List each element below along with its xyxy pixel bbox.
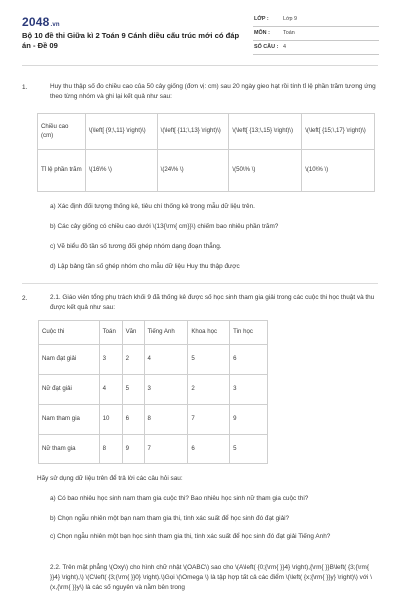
- sub-question: d) Lập bảng tần số ghép nhóm cho mẫu dữ liệu Huy thu thập được: [50, 263, 240, 270]
- table-cell: Nữ tham gia: [39, 435, 100, 464]
- table-row: [39, 375, 268, 405]
- table-row: [39, 345, 268, 375]
- table-cell: 2: [188, 375, 230, 405]
- site-logo[interactable]: [22, 15, 60, 29]
- table-cell: 5: [188, 345, 230, 375]
- table-cell: Chiều cao (cm): [38, 114, 86, 150]
- question-number: 2.: [22, 295, 28, 302]
- sub-question: b) Chọn ngẫu nhiên một bạn nam tham gia thi, tính xác suất để học sinh đó đạt giải?: [50, 515, 290, 522]
- meta-row-class: [253, 13, 379, 27]
- table-header-row: [39, 321, 268, 345]
- table-cell: 6: [188, 435, 230, 464]
- table-cell: 3: [230, 375, 268, 405]
- meta-value: 4: [283, 44, 286, 50]
- table-cell: 3: [144, 375, 188, 405]
- table-cell: 4: [144, 345, 188, 375]
- document-header: [0, 0, 400, 62]
- table-header-cell: Tin học: [230, 321, 268, 345]
- table-cell: 9: [122, 435, 144, 464]
- meta-row-subject: [253, 27, 379, 41]
- question-divider: [22, 283, 378, 284]
- meta-label: LỚP :: [254, 16, 269, 22]
- table-header-cell: Khoa học: [188, 321, 230, 345]
- meta-box: [253, 13, 379, 55]
- table-row: [39, 435, 268, 464]
- table-header-cell: Tiếng Anh: [144, 321, 188, 345]
- sub-question: a) Có bao nhiêu học sinh nam tham gia cuộc thi? Bao nhiêu học sinh nữ tham gia cuộc thi?: [50, 495, 309, 502]
- meta-value: Toán: [283, 30, 295, 36]
- header-divider: [22, 65, 378, 66]
- table-cell: \(16\% \): [85, 150, 157, 192]
- document-title: Bộ 10 đề thi Giữa kì 2 Toán 9 Cánh diều cấu trúc mới có đáp án - Đề 09: [22, 31, 240, 50]
- logo-suffix: .vn: [50, 22, 60, 28]
- table-cell: 7: [144, 435, 188, 464]
- question-intro: 2.1. Giáo viên tổng phụ trách khối 9 đã thống kê được số học sinh tham gia giải trong các cuộc thi học thuật và thu được kết quả như sau:: [50, 294, 375, 311]
- contest-results-table: [38, 320, 268, 464]
- height-percentage-table: [37, 113, 375, 192]
- table-row: [38, 150, 375, 192]
- table-cell: \(\left[ {15;\,17} \right)\): [302, 114, 375, 150]
- table-cell: Tỉ lệ phần trăm: [38, 150, 86, 192]
- table-cell: 9: [230, 405, 268, 435]
- table-row: [38, 114, 375, 150]
- question-number: 1.: [22, 84, 28, 91]
- table-header-cell: Toán: [99, 321, 122, 345]
- table-cell: 6: [122, 405, 144, 435]
- table-cell: \(\left[ {11;\,13} \right)\): [157, 114, 229, 150]
- table-cell: 6: [230, 345, 268, 375]
- table-cell: 8: [99, 435, 122, 464]
- sub-question: b) Các cây giống có chiều cao dưới \(13{\rm{ cm}}\) chiếm bao nhiêu phần trăm?: [50, 223, 279, 230]
- table-cell: 4: [99, 375, 122, 405]
- table-cell: 8: [144, 405, 188, 435]
- question-prompt: Hãy sử dụng dữ liệu trên để trả lời các câu hỏi sau:: [37, 475, 183, 482]
- table-cell: 5: [230, 435, 268, 464]
- table-cell: \(\left[ {9;\,11} \right)\): [85, 114, 157, 150]
- logo-text: 2048: [22, 15, 50, 29]
- table-cell: Nam tham gia: [39, 405, 100, 435]
- table-cell: \(24\% \): [157, 150, 229, 192]
- meta-label: MÔN :: [254, 30, 270, 36]
- table-header-cell: Văn: [122, 321, 144, 345]
- table-cell: 2: [122, 345, 144, 375]
- meta-value: Lớp 9: [283, 16, 298, 22]
- table-row: [39, 405, 268, 435]
- table-cell: \(50\% \): [229, 150, 302, 192]
- table-cell: \(10\% \): [302, 150, 375, 192]
- question-text: Huy thu thập số đo chiều cao của 50 cây giống (đơn vị: cm) sau 20 ngày gieo hạt rồi tính tỉ lệ phần trăm tương ứng theo từng nhóm và ghi lại kết quả như sau:: [50, 83, 376, 100]
- table-cell: Nam đạt giải: [39, 345, 100, 375]
- table-cell: 5: [122, 375, 144, 405]
- sub-question: a) Xác định đối tượng thống kê, tiêu chí thống kê trong mẫu dữ liệu trên.: [50, 203, 255, 210]
- table-cell: 7: [188, 405, 230, 435]
- table-cell: Nữ đạt giải: [39, 375, 100, 405]
- sub-question: c) Vẽ biểu đồ tần số tương đối ghép nhóm dạng đoạn thẳng.: [50, 243, 222, 250]
- question-part-2-2: 2.2. Trên mặt phẳng \(Oxy\) cho hình chữ nhật \(OABC\) sao cho \(A\left( {0;{\rm{ }}4} \right),{\rm{ }}B\left( {3;{\rm{ }}4} \right),\) \(C\left( {3;{\rm{ }}0} \right).\)Gọi \(\Omega \) là tập hợp tất cả các điểm \(\left( {x;{\rm{ }}y} \right)\) với \(x,{\rm{ }}y\) là các số nguyên và nằm bên trong: [50, 564, 373, 591]
- table-header-cell: Cuộc thi: [39, 321, 100, 345]
- table-cell: 10: [99, 405, 122, 435]
- meta-label: SỐ CÂU :: [254, 44, 279, 50]
- meta-row-question-count: [253, 41, 379, 55]
- sub-question: c) Chọn ngẫu nhiên một bạn học sinh tham gia thi, tính xác suất để học sinh đó đạt giải Tiếng Anh?: [50, 533, 331, 540]
- table-cell: \(\left[ {13;\,15} \right)\): [229, 114, 302, 150]
- table-cell: 3: [99, 345, 122, 375]
